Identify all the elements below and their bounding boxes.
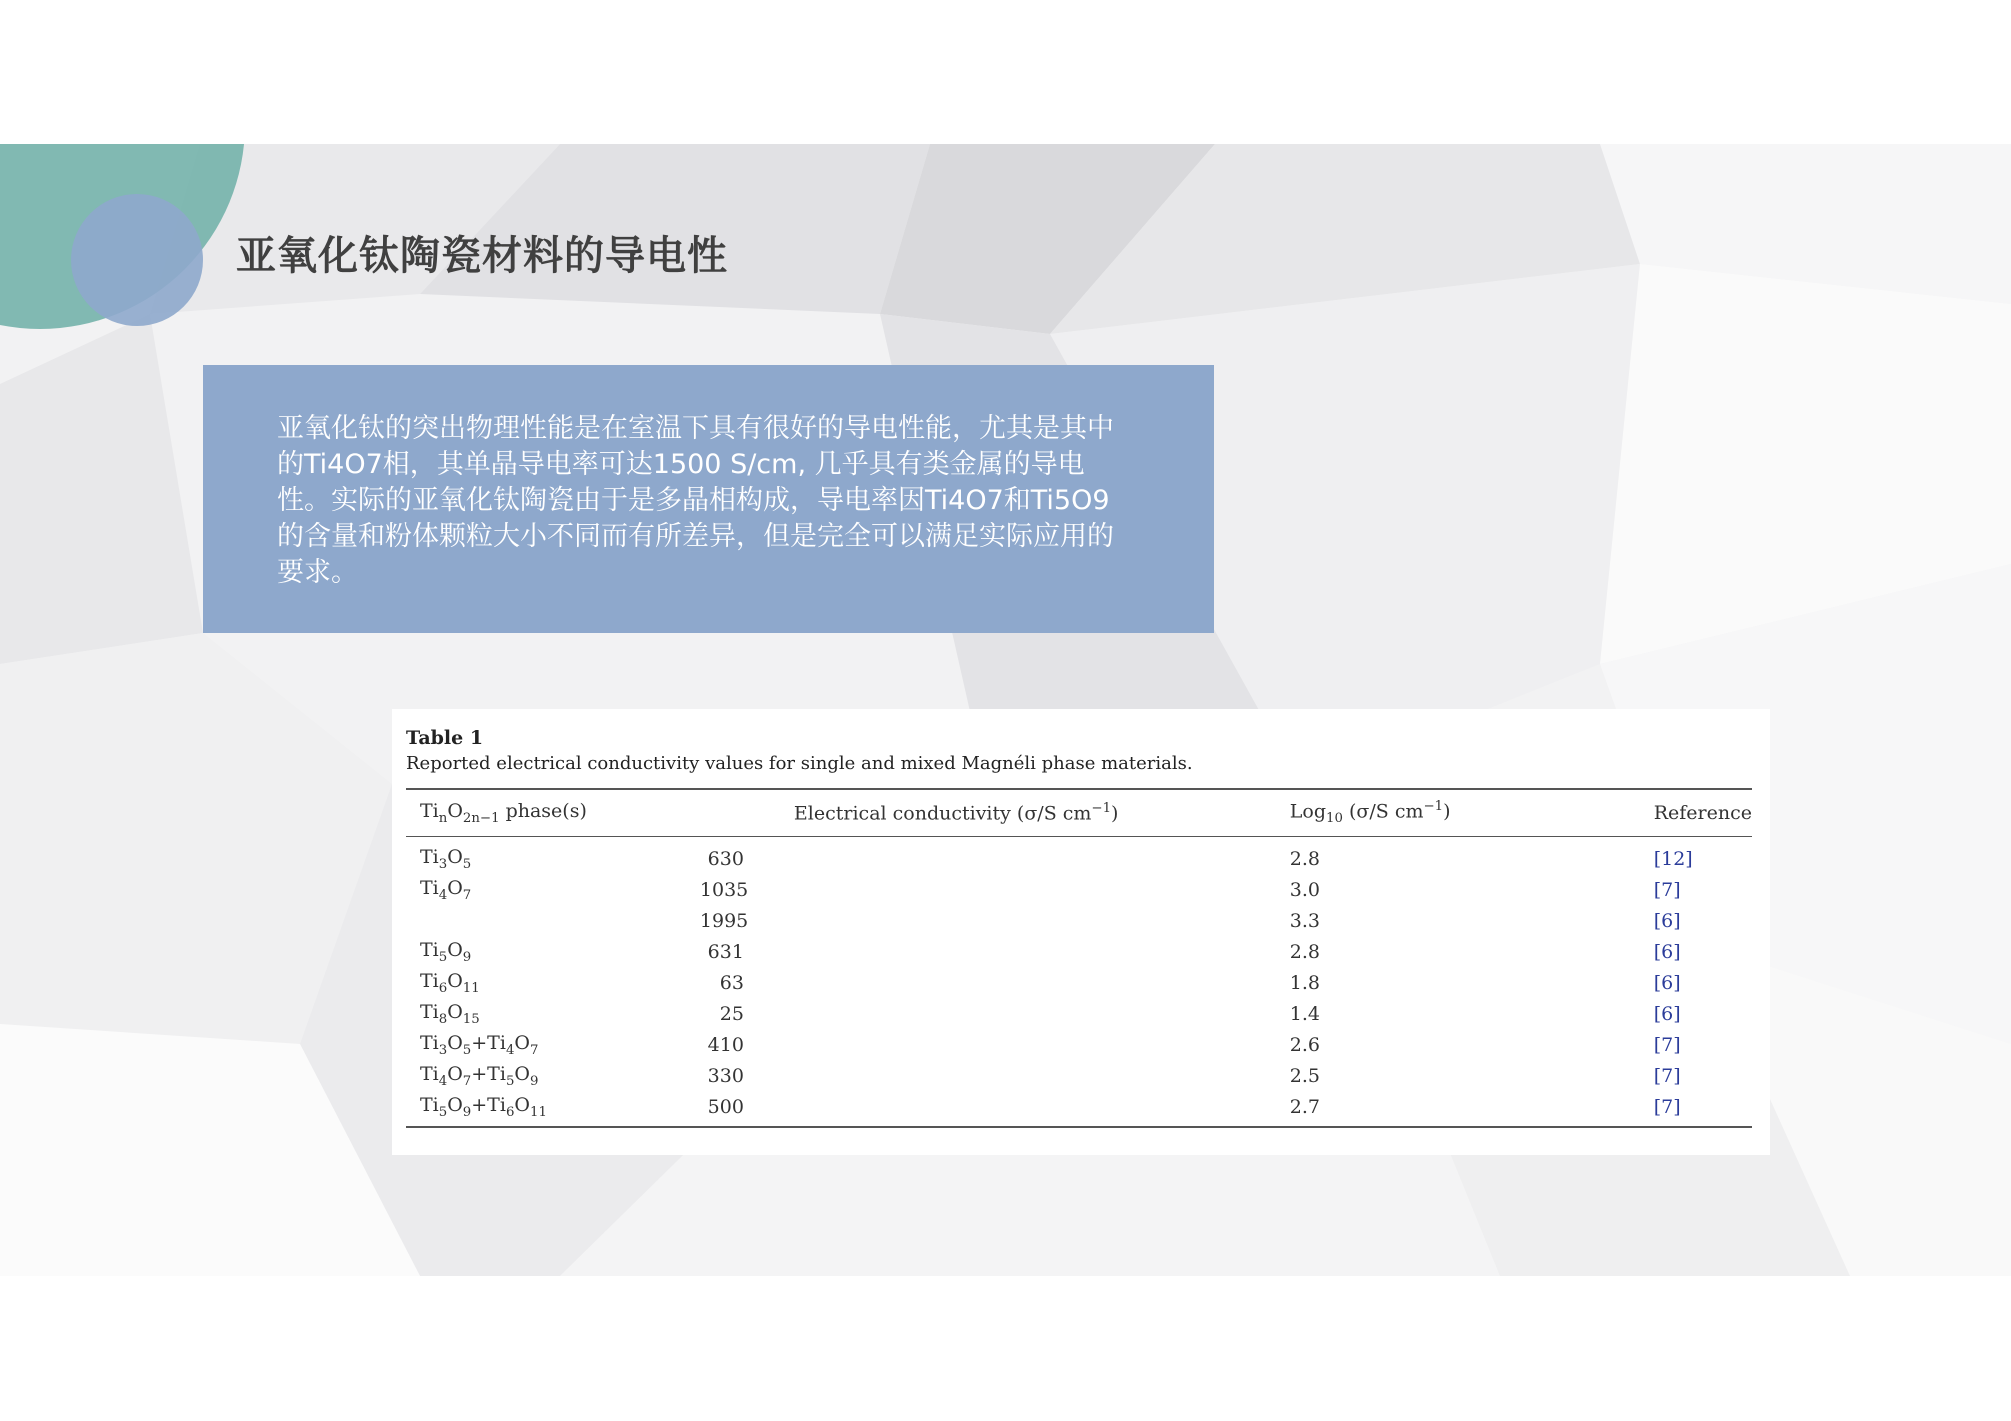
conductivity-value: 63 [719,971,744,994]
log-cell [1276,967,1640,998]
conductivity-cell [707,837,1276,875]
conductivity-value: 631 [707,940,744,963]
phase-cell: $Ti_5O_9+Ti_6O_{11}$ [406,1091,780,1127]
reference-cell [1640,998,1752,1029]
phase-cell: $Ti_5O_9$ [420,938,472,965]
table-row [406,837,1752,875]
log-cell [1276,874,1640,905]
conductivity-cell [699,874,1276,905]
slide [0,144,2011,1276]
table-row [406,1091,1752,1127]
reference-cell [1640,936,1752,967]
conductivity-value: 410 [707,1033,744,1056]
phase-cell: $Ti_6O_{11}$ [420,969,480,996]
reference-cell [1640,1029,1752,1060]
conductivity-value: 1035 [699,878,749,901]
conductivity-cell [707,1029,1276,1060]
log-cell [1276,1091,1640,1127]
reference-link[interactable]: [6] [1653,971,1681,994]
phase-cell: $Ti_4O_7+Ti_5O_9$ [420,1062,539,1089]
log-value: 1.8 [1289,971,1321,994]
conductivity-cell [707,936,1276,967]
conductivity-cell [707,1091,1276,1127]
phase-cell: $Ti_4O_7$ [420,876,472,903]
reference-cell [1640,1060,1752,1091]
conductivity-value: 500 [707,1095,744,1118]
reference-cell [1640,874,1752,905]
reference-link[interactable]: [7] [1653,1064,1681,1087]
log-cell [1276,1029,1640,1060]
log-value: 2.8 [1289,847,1321,870]
table-row [406,936,1752,967]
phase-cell: $Ti_8O_{15}$ [420,1000,480,1027]
table-row [406,1029,1752,1060]
header-conductivity: Electrical conductivity (σ/S $cm^{-1}$) [780,789,1276,837]
table-label: Table 1 [406,727,484,749]
conductivity-table [406,788,1752,1128]
log-value: 2.7 [1289,1095,1321,1118]
table-caption: Reported electrical conductivity values for single and mixed Magnéli phase materials. [406,753,1193,774]
phase-cell: $Ti_3O_5$ [420,845,472,872]
reference-link[interactable]: [12] [1653,847,1693,870]
log-value: 2.5 [1289,1064,1321,1087]
phase-cell: $Ti_3O_5+Ti_4O_7$ [420,1031,539,1058]
conductivity-value: 1995 [699,909,749,932]
table-row [406,905,1752,936]
reference-link[interactable]: [6] [1653,940,1681,963]
conductivity-cell [719,998,1276,1029]
log-cell [1276,1060,1640,1091]
conductivity-cell [699,905,1276,936]
reference-link[interactable]: [7] [1653,1095,1681,1118]
header-reference: Reference [1640,789,1752,837]
reference-cell [1640,837,1752,875]
slide-title: 亚氧化钛陶瓷材料的导电性 [236,233,728,279]
table-body [406,837,1752,1128]
reference-cell [1640,967,1752,998]
log-cell [1276,905,1640,936]
log-value: 2.6 [1289,1033,1321,1056]
table-header-row [406,789,1752,837]
table-row [406,967,1752,998]
log-cell [1276,998,1640,1029]
reference-link[interactable]: [6] [1653,1002,1681,1025]
conductivity-cell [707,1060,1276,1091]
log-cell [1276,837,1640,875]
decorative-circles [0,144,260,384]
log-value: 2.8 [1289,940,1321,963]
table-figure [392,709,1770,1155]
callout-box [203,365,1214,633]
table-row [406,1060,1752,1091]
log-value: 3.0 [1289,878,1321,901]
reference-link[interactable]: [6] [1653,909,1681,932]
table-row [406,874,1752,905]
log-value: 3.3 [1289,909,1321,932]
callout-text: 亚氧化钛的突出物理性能是在室温下具有很好的导电性能，尤其是其中的Ti4O7相，其单晶导电率可达1500 S/cm, 几乎具有类金属的导电性。实际的亚氧化钛陶瓷由于是多晶相构成，导电率因Ti4O7和Ti5O9的含量和粉体颗粒大小不同而有所差异，但是完全可以满足实际应用的要求。 [277,413,1114,588]
table-row [406,998,1752,1029]
reference-link[interactable]: [7] [1653,1033,1681,1056]
conductivity-value: 630 [707,847,744,870]
conductivity-value: 25 [719,1002,744,1025]
header-phase: $Ti_nO_{2n-1}$ phase(s) [406,789,780,837]
log-value: 1.4 [1289,1002,1321,1025]
conductivity-cell [719,967,1276,998]
header-log: Log$_{10}$ (σ/S $cm^{-1}$) [1276,789,1640,837]
log-cell [1276,936,1640,967]
reference-link[interactable]: [7] [1653,878,1681,901]
reference-cell [1640,1091,1752,1127]
conductivity-value: 330 [707,1064,744,1087]
reference-cell [1640,905,1752,936]
